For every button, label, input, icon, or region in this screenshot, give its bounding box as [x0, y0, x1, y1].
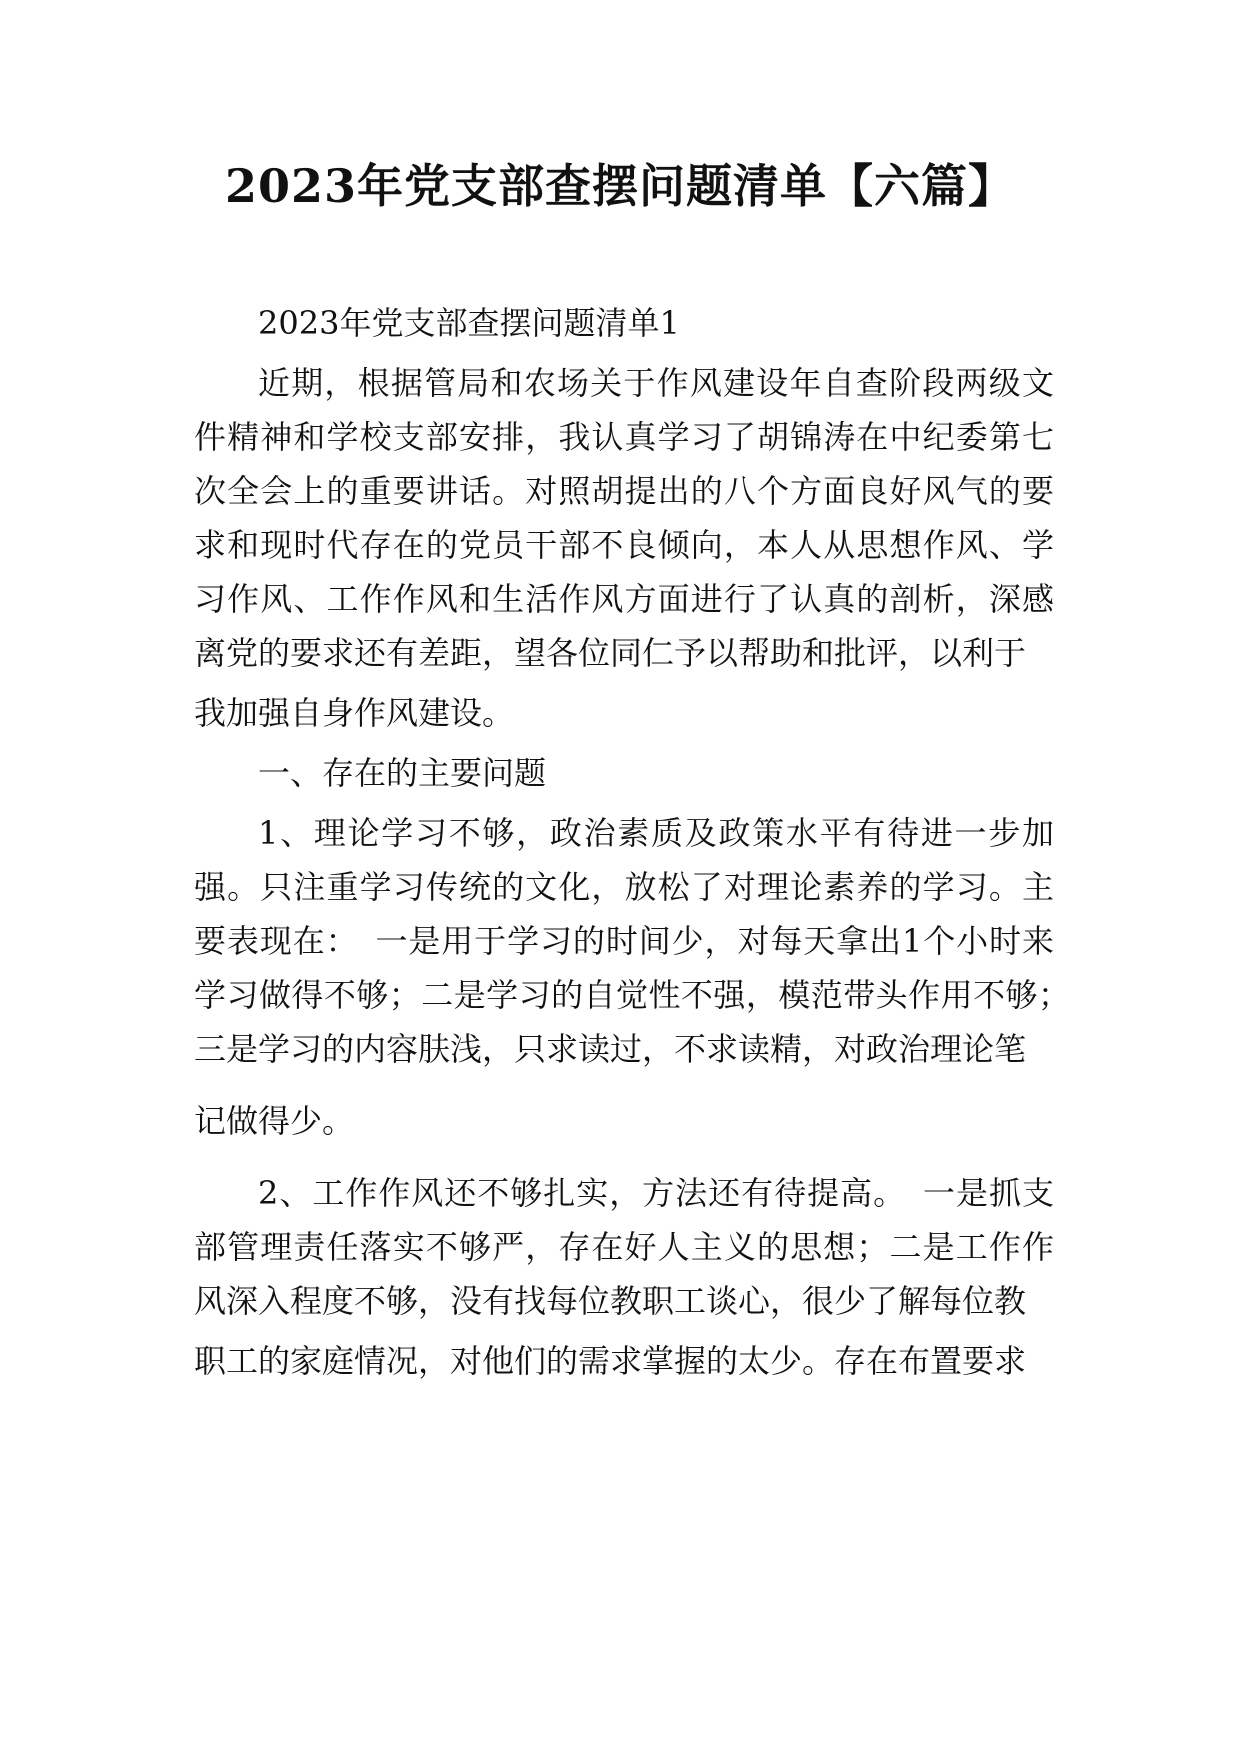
- paragraph-problem-1: 1、理论学习不够，政治素质及政策水平有待进一步加强。只注重学习传统的文化，放松了对理论素养的学习。主要表现在： 一是用于学习的时间少，对每天拿出1个小时来 学习做得不够；二是学习的自觉性不强，模范带头作用不够； 三是学习的内容肤浅，只求读过，不求读精，对政治理论笔: [194, 814, 1087, 1068]
- heading-main-problems: 一、存在的主要问题: [258, 754, 547, 792]
- paragraph-problem-2: 2、工作作风还不够扎实，方法还有待提高。 一是抓支部管理责任落实不够严，存在好人主义的思想；二是工作作风深入程度不够，没有找每位教职工谈心，很少了解每位教: [194, 1174, 1054, 1320]
- document-title: 2023年党支部查摆问题清单【六篇】: [224, 159, 1016, 213]
- paragraph-problem-2-continued: 职工的家庭情况，对他们的需求掌握的太少。存在布置要求: [194, 1342, 1027, 1380]
- document-body: [194, 296, 1087, 1388]
- paragraph-intro-continued: 我加强自身作风建设。: [194, 694, 515, 732]
- paragraph-problem-1-continued: 记做得少。: [194, 1102, 355, 1140]
- section-heading: 2023年党支部查摆问题清单1: [258, 304, 680, 342]
- paragraph-intro: 近期，根据管局和农场关于作风建设年自查阶段两级文件精神和学校支部安排，我认真学习了胡锦涛在中纪委第七次全会上的重要讲话。对照胡提出的八个方面良好风气的要求和现时代存在的党员干部不良倾向，本人从思想作风、学习作风、工作作风和生活作风方面进行了认真的剖析，深感离党的要求还有差距，望各位同仁予以帮助和批评，以利于: [194, 364, 1054, 672]
